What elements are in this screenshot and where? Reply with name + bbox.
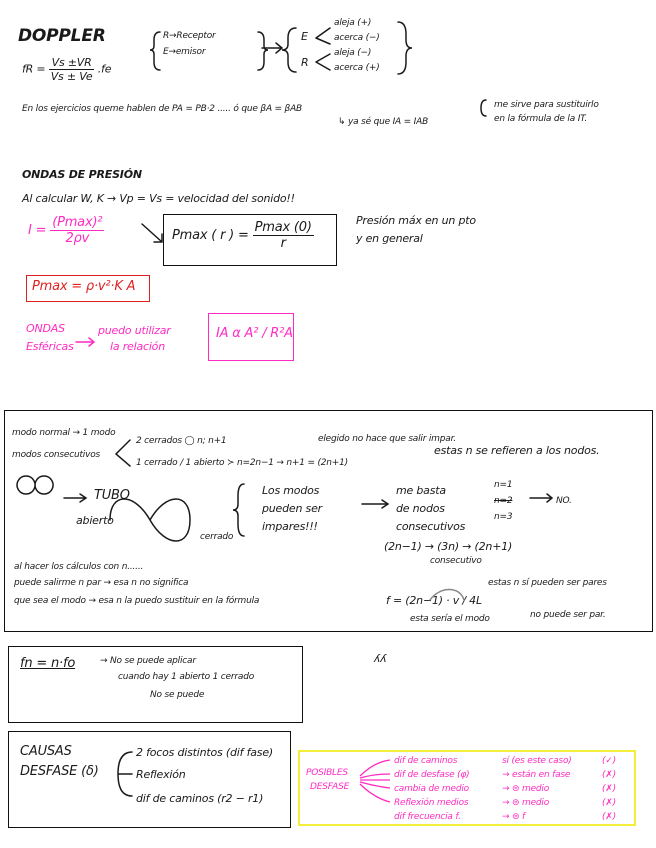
intensity-num: (Pmax)² (52, 215, 103, 230)
fn-mark: ʎʎ (374, 652, 387, 665)
modos-bracket (116, 440, 130, 466)
doppler-e-label: E (301, 30, 308, 43)
fn-t1: → No se puede aplicar (100, 656, 196, 666)
doppler-r-acerca: acerca (+) (334, 63, 380, 73)
modos-f-formula: f = (2n−1) · v / 4L (386, 594, 482, 607)
doppler-note3a: me sirve para sustituirlo (494, 100, 599, 110)
posibles-row-right: → están en fase (502, 770, 571, 780)
doppler-num: Vs ±VR (49, 56, 95, 70)
pmax-num: Pmax (0) (254, 220, 312, 235)
doppler-e-acerca: acerca (−) (334, 33, 380, 43)
posibles-row-mark: (✗) (602, 812, 616, 822)
no-arrow (530, 494, 552, 502)
modos-note-right: estas n se refieren a los nodos. (434, 444, 600, 457)
doppler-formula-right: .fe (97, 62, 112, 76)
intensity-lhs: I = (28, 223, 47, 238)
doppler-den: Vs ± Ve (50, 70, 93, 83)
posibles-row-left: dif frecuencia f. (394, 812, 461, 822)
presion-line1: Al calcular W, K → Vp = Vs = velocidad del sonido!! (22, 192, 295, 205)
modos-branch2: 1 cerrado / 1 abierto ≻ n=2n−1 → n+1 = (2n+1) (136, 458, 348, 468)
posibles-title1: POSIBLES (306, 768, 348, 778)
modos-n1: n=1 (494, 480, 513, 490)
esfericas-arrow (76, 338, 94, 346)
ondas-esfericas-note2: la relación (110, 340, 165, 353)
posibles-row-left: cambia de medio (394, 784, 469, 794)
posibles-row-right: → ⊜ f (502, 812, 525, 822)
fn-t2: cuando hay 1 abierto 1 cerrado (118, 672, 255, 682)
brace-right (258, 32, 268, 70)
pmax-formula: Pmax = ρ·v²·K A (32, 279, 136, 294)
doppler-note1: En los ejercicios queme hablen de PA = PB·2 ..... ó que βA = βAB (22, 104, 303, 114)
modos-cerrado: cerrado (200, 532, 234, 542)
posibles-row-left: Reflexión medios (394, 798, 469, 808)
infinity-icon (110, 499, 190, 541)
modos-me-basta1: me basta (396, 484, 446, 497)
modos-impares3: impares!!! (262, 520, 318, 533)
causas-c1: 2 focos distintos (dif fase) (136, 746, 273, 759)
relation: IA α A² / R²A (216, 326, 293, 341)
impares-arrow (362, 500, 388, 508)
intensity-arrow (142, 224, 162, 242)
tubo-arrow (64, 494, 86, 502)
pmax-lhs: Pmax ( r ) = (172, 228, 249, 243)
doppler-note3b: en la fórmula de la IT. (494, 114, 588, 124)
posibles-branch (360, 760, 390, 802)
ondas-esfericas-note1: puedo utilizar (98, 324, 171, 337)
modos-branch1: 2 cerrados ◯ n; n+1 (136, 436, 227, 446)
modos-consecutivo: consecutivo (430, 556, 482, 566)
modos-abierto: abierto (76, 514, 114, 527)
er-branches (316, 28, 330, 70)
posibles-row-right: → ⊜ medio (502, 798, 550, 808)
causas-title1: CAUSAS (20, 744, 72, 759)
posibles-row-mark: (✓) (602, 756, 616, 766)
causas-title2: DESFASE (δ) (20, 764, 99, 779)
modos-me-basta3: consecutivos (396, 520, 466, 533)
modos-tubo: TUBO (94, 488, 130, 503)
doppler-e-aleja: aleja (+) (334, 18, 372, 28)
posibles-row-mark: (✗) (602, 770, 616, 780)
doppler-legend-r: R→Receptor (163, 31, 216, 41)
posibles-title2: DESFASE (310, 782, 350, 792)
fn-formula: fn = n·fo (20, 656, 76, 671)
modos-l1: modo normal → 1 modo (12, 428, 116, 438)
causas-c3: dif de caminos (r2 − r1) (136, 792, 264, 805)
intensity-den: 2ρv (65, 231, 90, 246)
modos-esta-seria: esta sería el modo (410, 614, 490, 624)
impares-brace (233, 484, 244, 536)
ondas-esfericas-1: ONDAS (26, 322, 65, 335)
posibles-row-right: sí (es este caso) (502, 756, 572, 766)
posibles-row-right: → ⊜ medio (502, 784, 550, 794)
modos-seq: (2n−1) → (3n) → (2n+1) (384, 540, 513, 553)
doppler-note2: ↳ ya sé que IA = IAB (338, 117, 429, 127)
modos-no: NO. (556, 496, 572, 506)
posibles-row-mark: (✗) (602, 784, 616, 794)
causas-c2: Reflexión (136, 768, 186, 781)
fn-t3: No se puede (150, 690, 205, 700)
presion-title: ONDAS DE PRESIÓN (22, 168, 142, 181)
note3-brace (481, 100, 486, 116)
doppler-r-aleja: aleja (−) (334, 48, 372, 58)
doppler-r-label: R (301, 56, 309, 69)
modos-calc1: al hacer los cálculos con n...... (14, 562, 144, 572)
doppler-formula-left: fR = (22, 62, 46, 76)
pmax-note1: Presión máx en un pto (356, 214, 476, 227)
doppler-title: DOPPLER (18, 26, 106, 46)
ondas-esfericas-2: Esféricas (26, 340, 74, 353)
causas-branch (118, 752, 132, 796)
modos-l2: modos consecutivos (12, 450, 101, 460)
modos-branch-note: elegido no hace que salir impar. (318, 434, 456, 444)
tubo-icon (17, 476, 53, 494)
modos-impares1: Los modos (262, 484, 320, 497)
pmax-den: r (280, 236, 286, 251)
modos-calc3: que sea el modo → esa n la puedo sustituir en la fórmula (14, 596, 260, 606)
posibles-row-left: dif de desfase (φ) (394, 770, 470, 780)
f-highlight (430, 590, 464, 601)
doppler-legend-e: E→emisor (163, 47, 206, 57)
brace-er (282, 28, 296, 72)
modos-calc2: puede salirme n par → esa n no significa (14, 578, 189, 588)
brace-er-right (398, 22, 412, 74)
modos-impares2: pueden ser (262, 502, 322, 515)
modos-estas-n: estas n sí pueden ser pares (488, 578, 607, 588)
posibles-row-left: dif de caminos (394, 756, 458, 766)
modos-me-basta2: de nodos (396, 502, 445, 515)
modos-n2: n=2 (494, 496, 513, 506)
brace-left (150, 32, 160, 70)
modos-n3: n=3 (494, 512, 513, 522)
pmax-note2: y en general (356, 232, 423, 245)
modos-no-par: no puede ser par. (530, 610, 606, 620)
posibles-row-mark: (✗) (602, 798, 616, 808)
